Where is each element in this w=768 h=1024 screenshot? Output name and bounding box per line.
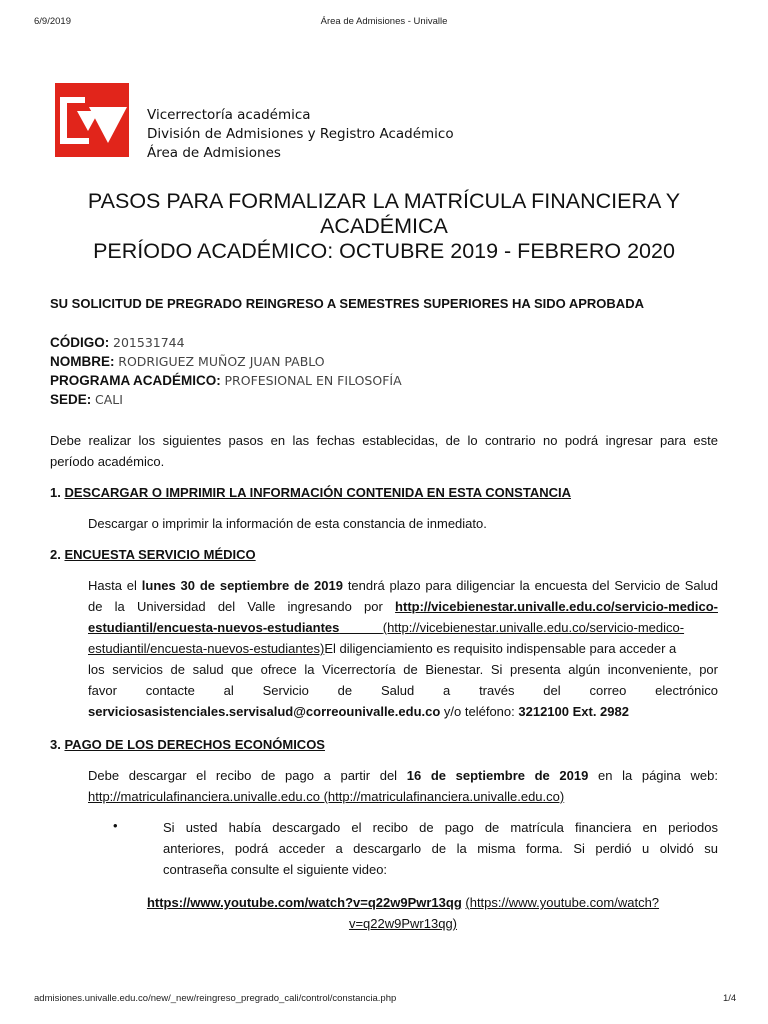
step2-text: tendrá plazo para diligenciar la encuesta del Servicio de Salud [347,578,718,593]
print-footer-url: admisiones.univalle.edu.co/new/_new/reingreso_pregrado_cali/control/constancia.php [34,993,397,1004]
field-program [50,371,402,390]
step3-number: 3. [50,737,61,752]
bullet-line1: Si usted había descargado el recibo de pago de matrícula financiera en periodos [163,820,718,835]
univalle-logo [55,83,129,157]
survey-link-cont[interactable]: estudiantil/encuesta-nuevos-estudiantes [88,620,340,635]
step1-title: DESCARGAR O IMPRIMIR LA INFORMACIÓN CONTENIDA EN ESTA CONSTANCIA [64,485,571,500]
name-label: NOMBRE: [50,354,115,369]
program-label: PROGRAMA ACADÉMICO: [50,373,221,388]
step2-text: Hasta el [88,578,137,593]
code-value: 201531744 [113,335,185,350]
step2-text: de la Universidad del Valle ingresando por [88,599,383,614]
site-label: SEDE: [50,392,92,407]
page-title-line2: ACADÉMICA [320,214,448,238]
step2-deadline: lunes 30 de septiembre de 2019 [141,578,343,593]
link-trail-space [339,620,382,635]
step2-line3 [88,617,718,638]
intro-line1: Debe realizar los siguientes pasos en las fechas establecidas, de lo contrario no podrá ingresar para este [50,433,718,448]
site-value: CALI [95,392,123,407]
step3-heading [50,734,718,755]
print-page-title: Área de Admisiones - Univalle [320,16,448,27]
step2-text: El diligenciamiento es requisito indispensable para acceder a [324,641,677,656]
step2-heading [50,544,718,565]
print-page-number: 1/4 [723,993,737,1004]
step2-line4 [88,638,718,659]
bullet-dot: • [113,818,118,833]
step2-line6: favor contacte al Servicio de Salud a través del correo electrónico [88,683,718,698]
step2-line7 [88,701,718,722]
page-title-line3: PERÍODO ACADÉMICO: OCTUBRE 2019 - FEBRERO 2020 [93,239,675,263]
page-title-line1: PASOS PARA FORMALIZAR LA MATRÍCULA FINANCIERA Y [87,189,681,213]
step1-number: 1. [50,485,61,500]
health-email[interactable]: serviciosasistenciales.servisalud@correounivalle.edu.co [88,704,441,719]
payment-link[interactable]: http://matriculafinanciera.univalle.edu.co (http://matriculafinanciera.univalle.edu.co) [88,789,565,804]
intro-line2: período académico. [50,454,165,469]
step3-line1 [88,765,718,786]
print-date: 6/9/2019 [34,16,71,27]
step2-text: y/o teléfono: [443,704,515,719]
step2-number: 2. [50,547,61,562]
field-code [50,333,185,352]
step3-text: Debe descargar el recibo de pago a partir del [88,768,398,783]
field-site [50,390,123,409]
step2-line1 [88,575,718,596]
step2-line2 [88,596,718,617]
bullet-line3: contraseña consulte el siguiente video: [163,862,388,877]
program-value: PROFESIONAL EN FILOSOFÍA [224,373,402,388]
approval-notice: SU SOLICITUD DE PREGRADO REINGRESO A SEMESTRES SUPERIORES HA SIDO APROBADA [50,296,644,311]
video-url-text[interactable]: (https://www.youtube.com/watch? [465,895,660,910]
step3-date: 16 de septiembre de 2019 [406,768,589,783]
video-url-text-cont[interactable]: v=q22w9Pwr13qg) [348,916,458,931]
org-vicerrectoria: Vicerrectoría académica [147,107,311,123]
step1-heading [50,482,718,503]
step3-title: PAGO DE LOS DERECHOS ECONÓMICOS [64,737,325,752]
video-link-row [88,892,718,913]
step1-body: Descargar o imprimir la información de esta constancia de inmediato. [88,516,487,531]
step2-title: ENCUESTA SERVICIO MÉDICO [64,547,256,562]
step2-line5: los servicios de salud que ofrece la Vicerrectoría de Bienestar. Si presenta algún inconveniente, por [88,662,718,677]
survey-link[interactable]: http://vicebienestar.univalle.edu.co/servicio-medico- [395,599,718,614]
survey-url-text-cont[interactable]: estudiantil/encuesta-nuevos-estudiantes) [88,641,325,656]
name-value: RODRIGUEZ MUÑOZ JUAN PABLO [118,354,325,369]
video-link[interactable]: https://www.youtube.com/watch?v=q22w9Pwr13qg [146,895,462,910]
bullet-line2: anteriores, podrá acceder a descargarlo de la misma forma. Si perdió u olvidó su [163,841,718,856]
step3-text: en la página web: [598,768,718,783]
field-name [50,352,325,371]
health-phone: 3212100 Ext. 2982 [518,704,629,719]
org-division: División de Admisiones y Registro Académico [147,126,454,142]
org-area: Área de Admisiones [147,145,281,161]
code-label: CÓDIGO: [50,335,110,350]
survey-url-text[interactable]: (http://vicebienestar.univalle.edu.co/servicio-medico- [382,620,685,635]
